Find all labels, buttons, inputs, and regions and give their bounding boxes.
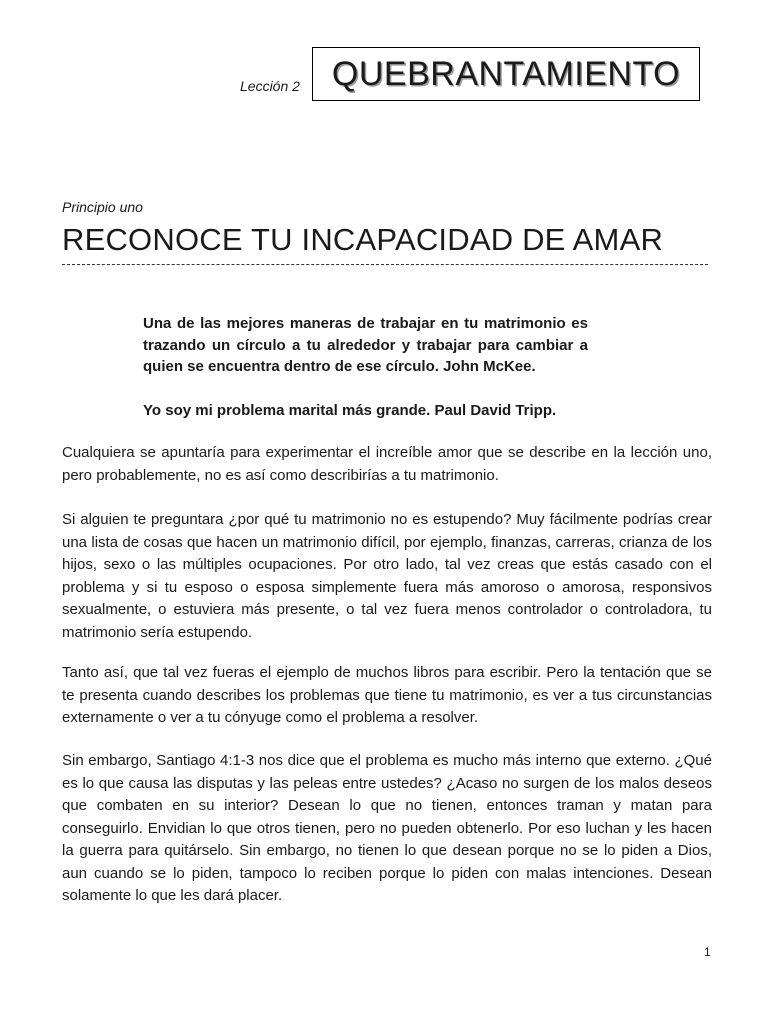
section-heading: RECONOCE TU INCAPACIDAD DE AMAR	[62, 222, 664, 257]
paragraph-4: Sin embargo, Santiago 4:1-3 nos dice que el problema es mucho más interno que externo. ¿Qué es lo que causa las disputas y las peleas entre ustedes? ¿Acaso no surgen de los malos deseos que combaten en su interior? Desean lo que no tienen, entonces traman y matan para conseguirlo. Envidian lo que otros tienen, pero no pueden obtenerlo. Por eso luchan y les hacen la guerra para quitárselo. Sin embargo, no tienen lo que desean porque no se lo piden a Dios, aun cuando se lo piden, tampoco lo reciben porque lo piden con malas intenciones. Desean solamente lo que les dará placer.	[62, 752, 712, 904]
lesson-title: QUEBRANTAMIENTO	[331, 54, 681, 93]
page-number: 1	[704, 945, 711, 959]
quote-tripp: Yo soy mi problema marital más grande. Paul David Tripp.	[143, 402, 557, 419]
lesson-label: Lección 2	[240, 78, 300, 94]
lesson-title-box	[312, 47, 700, 101]
paragraph-3: Tanto así, que tal vez fueras el ejemplo de muchos libros para escribir. Pero la tentación que se te presenta cuando describes los problemas que tiene tu matrimonio, es ver a tus circunstancias externamente o ver a tu cónyuge como el problema a resolver.	[62, 664, 712, 726]
dashed-divider	[62, 264, 708, 265]
quote-mckee: Una de las mejores maneras de trabajar en tu matrimonio es trazando un círculo a tu alrededor y trabajar para cambiar a quien se encuentra dentro de ese círculo. John McKee.	[143, 315, 588, 375]
paragraph-1: Cualquiera se apuntaría para experimentar el increíble amor que se describe en la lección uno, pero probablemente, no es así como describirías a tu matrimonio.	[62, 444, 712, 484]
principle-label: Principio uno	[62, 199, 143, 215]
paragraph-2: Si alguien te preguntara ¿por qué tu matrimonio no es estupendo? Muy fácilmente podrías crear una lista de cosas que hacen un matrimonio difícil, por ejemplo, finanzas, carreras, crianza de los hijos, sexo o las múltiples ocupaciones. Por otro lado, tal vez creas que estás casado con el problema y si tu esposo o esposa simplemente fuera más amoroso o amorosa, responsivos sexualmente, o estuviera más presente, o tal vez fuera menos controlador o controladora, tu matrimonio sería estupendo.	[62, 511, 712, 641]
